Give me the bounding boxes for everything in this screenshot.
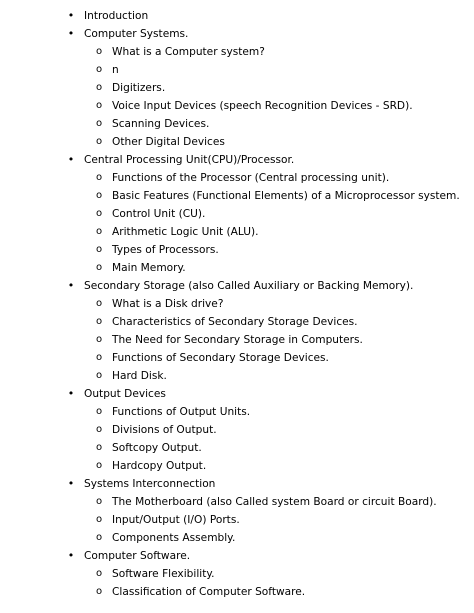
circle-bullet-marker: o <box>95 316 103 327</box>
outline-topic <box>0 25 474 43</box>
circle-bullet-marker: o <box>95 406 103 417</box>
subtopic-label: Main Memory. <box>112 262 186 274</box>
outline-subtopic <box>0 511 474 529</box>
subtopic-label: Functions of Output Units. <box>112 406 251 418</box>
circle-bullet-marker: o <box>95 532 103 543</box>
outline-topic <box>0 547 474 565</box>
circle-bullet-marker: o <box>95 586 103 597</box>
subtopic-label: Hardcopy Output. <box>112 460 207 472</box>
outline-subtopic <box>0 439 474 457</box>
circle-bullet-marker: o <box>95 262 103 273</box>
subtopic-label: What is a Disk drive? <box>112 298 224 310</box>
topic-label: Computer Systems. <box>84 28 189 40</box>
subtopic-label: Components Assembly. <box>112 532 236 544</box>
topic-label: Systems Interconnection <box>84 478 216 490</box>
outline-topic <box>0 475 474 493</box>
circle-bullet-marker: o <box>95 82 103 93</box>
outline-topic <box>0 385 474 403</box>
subtopic-label: Classification of Computer Software. <box>112 586 306 598</box>
bullet-marker: • <box>67 9 75 22</box>
outline-subtopic <box>0 133 474 151</box>
subtopic-label: Control Unit (CU). <box>112 208 206 220</box>
circle-bullet-marker: o <box>95 460 103 471</box>
outline-subtopic <box>0 313 474 331</box>
bullet-marker: • <box>67 279 75 292</box>
circle-bullet-marker: o <box>95 46 103 57</box>
outline-subtopic <box>0 223 474 241</box>
outline-subtopic <box>0 331 474 349</box>
circle-bullet-marker: o <box>95 298 103 309</box>
subtopic-label: Scanning Devices. <box>112 118 210 130</box>
circle-bullet-marker: o <box>95 208 103 219</box>
subtopic-label: Basic Features (Functional Elements) of a Microprocessor system. <box>112 190 460 202</box>
outline-subtopic <box>0 97 474 115</box>
subtopic-label: What is a Computer system? <box>112 46 265 58</box>
circle-bullet-marker: o <box>95 442 103 453</box>
subtopic-label: Input/Output (I/O) Ports. <box>112 514 240 526</box>
circle-bullet-marker: o <box>95 226 103 237</box>
subtopic-label: n <box>112 64 119 76</box>
subtopic-label: Hard Disk. <box>112 370 167 382</box>
document-outline <box>0 7 474 601</box>
outline-subtopic <box>0 115 474 133</box>
circle-bullet-marker: o <box>95 496 103 507</box>
outline-subtopic <box>0 457 474 475</box>
circle-bullet-marker: o <box>95 244 103 255</box>
subtopic-label: The Need for Secondary Storage in Computers. <box>112 334 363 346</box>
circle-bullet-marker: o <box>95 64 103 75</box>
outline-subtopic <box>0 529 474 547</box>
outline-subtopic <box>0 493 474 511</box>
subtopic-label: Voice Input Devices (speech Recognition Devices - SRD). <box>112 100 413 112</box>
outline-subtopic <box>0 61 474 79</box>
circle-bullet-marker: o <box>95 370 103 381</box>
outline-subtopic <box>0 169 474 187</box>
circle-bullet-marker: o <box>95 172 103 183</box>
subtopic-label: Digitizers. <box>112 82 166 94</box>
bullet-marker: • <box>67 27 75 40</box>
circle-bullet-marker: o <box>95 334 103 345</box>
outline-subtopic <box>0 187 474 205</box>
topic-label: Output Devices <box>84 388 166 400</box>
bullet-marker: • <box>67 549 75 562</box>
subtopic-label: Arithmetic Logic Unit (ALU). <box>112 226 259 238</box>
outline-subtopic <box>0 295 474 313</box>
circle-bullet-marker: o <box>95 514 103 525</box>
subtopic-label: Divisions of Output. <box>112 424 217 436</box>
subtopic-label: Functions of the Processor (Central processing unit). <box>112 172 390 184</box>
subtopic-label: The Motherboard (also Called system Board or circuit Board). <box>112 496 437 508</box>
outline-subtopic <box>0 205 474 223</box>
outline-topic <box>0 7 474 25</box>
topic-label: Central Processing Unit(CPU)/Processor. <box>84 154 295 166</box>
outline-subtopic <box>0 583 474 601</box>
circle-bullet-marker: o <box>95 190 103 201</box>
subtopic-label: Characteristics of Secondary Storage Devices. <box>112 316 358 328</box>
topic-label: Computer Software. <box>84 550 191 562</box>
bullet-marker: • <box>67 153 75 166</box>
topic-label: Introduction <box>84 10 149 22</box>
outline-subtopic <box>0 565 474 583</box>
outline-subtopic <box>0 349 474 367</box>
subtopic-label: Other Digital Devices <box>112 136 225 148</box>
circle-bullet-marker: o <box>95 118 103 129</box>
circle-bullet-marker: o <box>95 568 103 579</box>
outline-subtopic <box>0 421 474 439</box>
circle-bullet-marker: o <box>95 136 103 147</box>
outline-subtopic <box>0 367 474 385</box>
bullet-marker: • <box>67 387 75 400</box>
outline-subtopic <box>0 403 474 421</box>
circle-bullet-marker: o <box>95 100 103 111</box>
outline-subtopic <box>0 241 474 259</box>
outline-topic <box>0 151 474 169</box>
outline-subtopic <box>0 79 474 97</box>
subtopic-label: Software Flexibility. <box>112 568 215 580</box>
subtopic-label: Softcopy Output. <box>112 442 202 454</box>
circle-bullet-marker: o <box>95 424 103 435</box>
circle-bullet-marker: o <box>95 352 103 363</box>
bullet-marker: • <box>67 477 75 490</box>
outline-subtopic <box>0 43 474 61</box>
outline-subtopic <box>0 259 474 277</box>
subtopic-label: Functions of Secondary Storage Devices. <box>112 352 329 364</box>
topic-label: Secondary Storage (also Called Auxiliary or Backing Memory). <box>84 280 414 292</box>
subtopic-label: Types of Processors. <box>112 244 219 256</box>
outline-topic <box>0 277 474 295</box>
